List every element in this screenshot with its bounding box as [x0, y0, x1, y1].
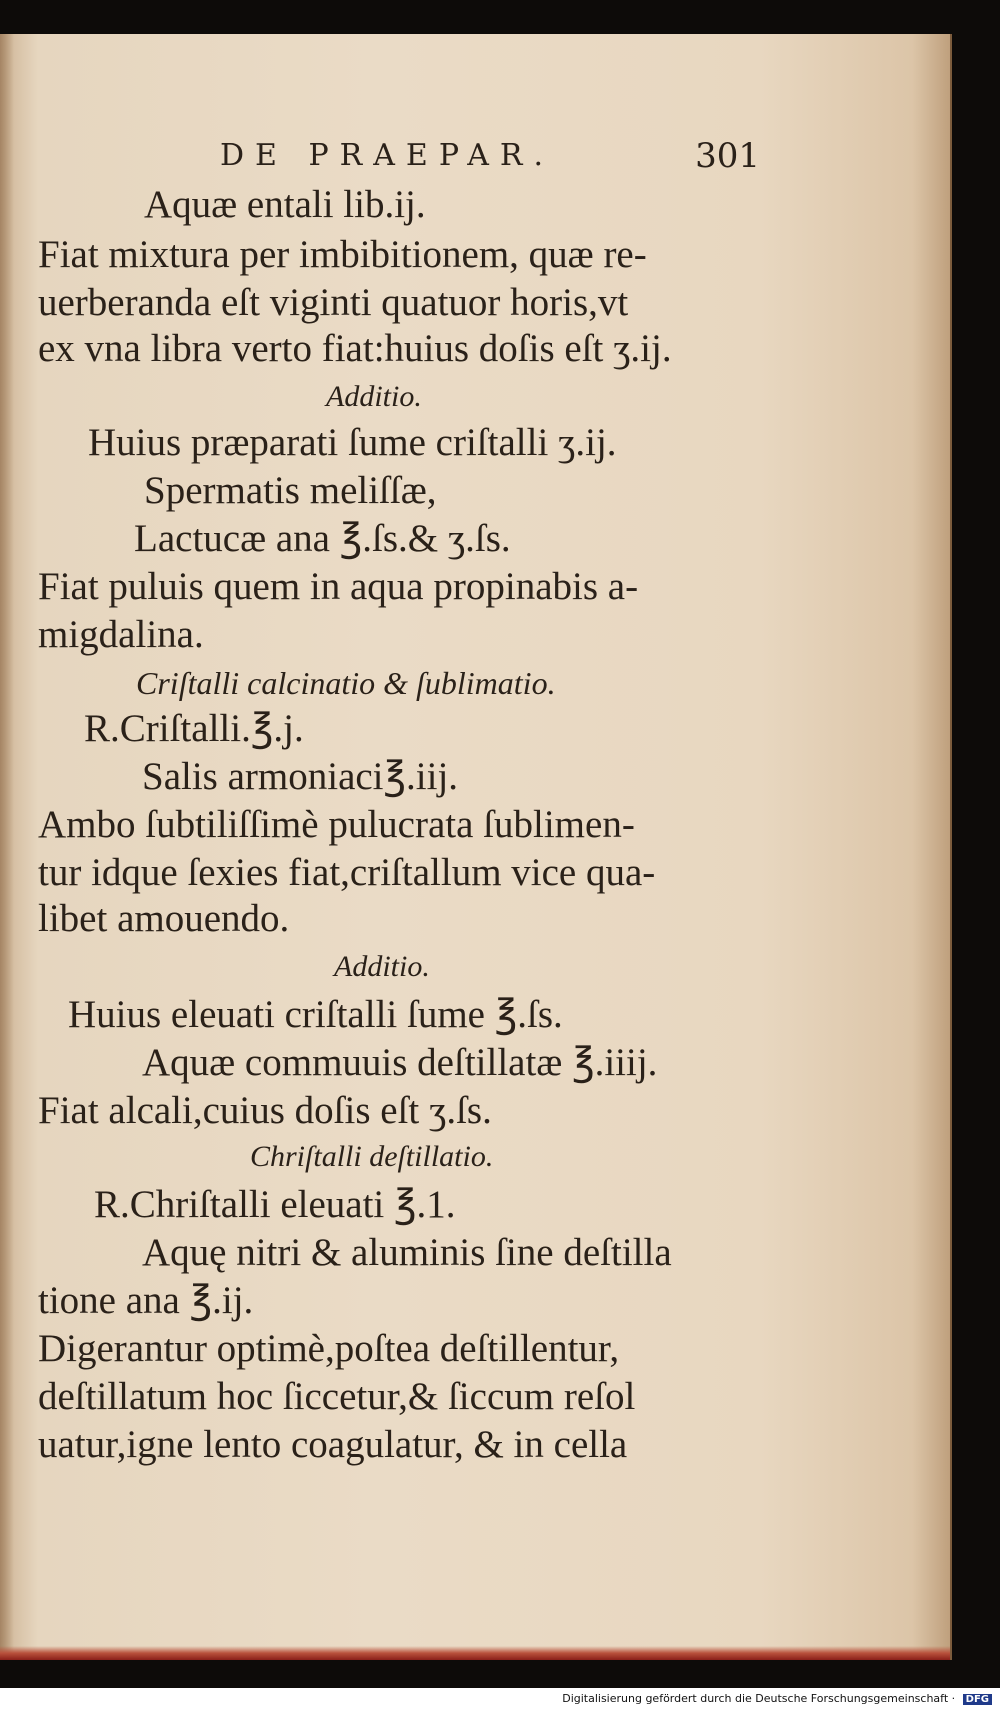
section-heading: Criſtalli calcinatio & ſublimatio.	[136, 665, 556, 701]
text-line: tione ana ℥.ij.	[38, 1279, 254, 1322]
credit-text: Digitalisierung gefördert durch die Deutsche Forschungsgemeinschaft	[562, 1692, 949, 1705]
running-title: DE PRAEPAR.	[220, 138, 555, 173]
scan-top-border	[0, 0, 1000, 34]
text-line: Salis armoniaci℥.iij.	[142, 755, 459, 798]
running-header	[220, 138, 760, 188]
text-line: R.Criſtalli.℥.j.	[84, 707, 304, 750]
digitization-credit: Digitalisierung gefördert durch die Deutsche Forschungsgemeinschaft · DFG	[562, 1692, 992, 1705]
text-line: Lactucæ ana ℥.ſs.& ʒ.ſs.	[134, 517, 511, 560]
text-line: Aquæ commuuis deſtillatæ ℥.iiij.	[142, 1041, 658, 1084]
text-line: ex vna libra verto fiat:huius doſis eſt ʒ.ij.	[38, 327, 672, 370]
text-line: uatur,igne lento coagulatur, & in cella	[38, 1423, 628, 1466]
section-heading: Additio.	[334, 950, 430, 983]
page-gutter-shadow	[0, 34, 14, 1660]
text-line: Aquæ entali lib.ij.	[144, 183, 426, 226]
text-line: Fiat mixtura per imbibitionem, quæ re-	[38, 233, 647, 276]
text-line: tur idque ſexies fiat,criſtallum vice qua-	[38, 851, 656, 894]
section-heading: Chriſtalli deſtillatio.	[250, 1140, 494, 1173]
text-line: Huius eleuati criſtalli ſume ℥.ſs.	[68, 993, 563, 1036]
text-line: uerberanda eſt viginti quatuor horis,vt	[38, 281, 629, 324]
text-line: Aquę nitri & aluminis ſine deſtilla	[142, 1231, 672, 1274]
text-line: migdalina.	[38, 613, 204, 656]
text-line: Huius præparati ſume criſtalli ʒ.ij.	[88, 421, 617, 464]
dfg-logo: DFG	[963, 1694, 992, 1705]
scan-bottom-border	[0, 1660, 1000, 1688]
scan-right-border	[952, 0, 1000, 1713]
text-line: Fiat alcali,cuius doſis eſt ʒ.ſs.	[38, 1089, 492, 1132]
text-line: Digerantur optimè,poſtea deſtillentur,	[38, 1327, 620, 1370]
text-line: Spermatis meliſſæ,	[144, 469, 437, 512]
page-red-edge	[0, 1646, 950, 1660]
text-line: deſtillatum hoc ſiccetur,& ſiccum reſol	[38, 1375, 636, 1418]
text-line: Ambo ſubtiliſſimè pulucrata ſublimen-	[38, 803, 635, 846]
text-line: Fiat puluis quem in aqua propinabis a-	[38, 565, 639, 608]
page-number: 301	[695, 136, 760, 176]
text-line: libet amouendo.	[38, 897, 290, 940]
text-line: R.Chriſtalli eleuati ℥.1.	[94, 1183, 456, 1226]
book-page	[0, 34, 952, 1660]
section-heading: Additio.	[326, 380, 422, 413]
